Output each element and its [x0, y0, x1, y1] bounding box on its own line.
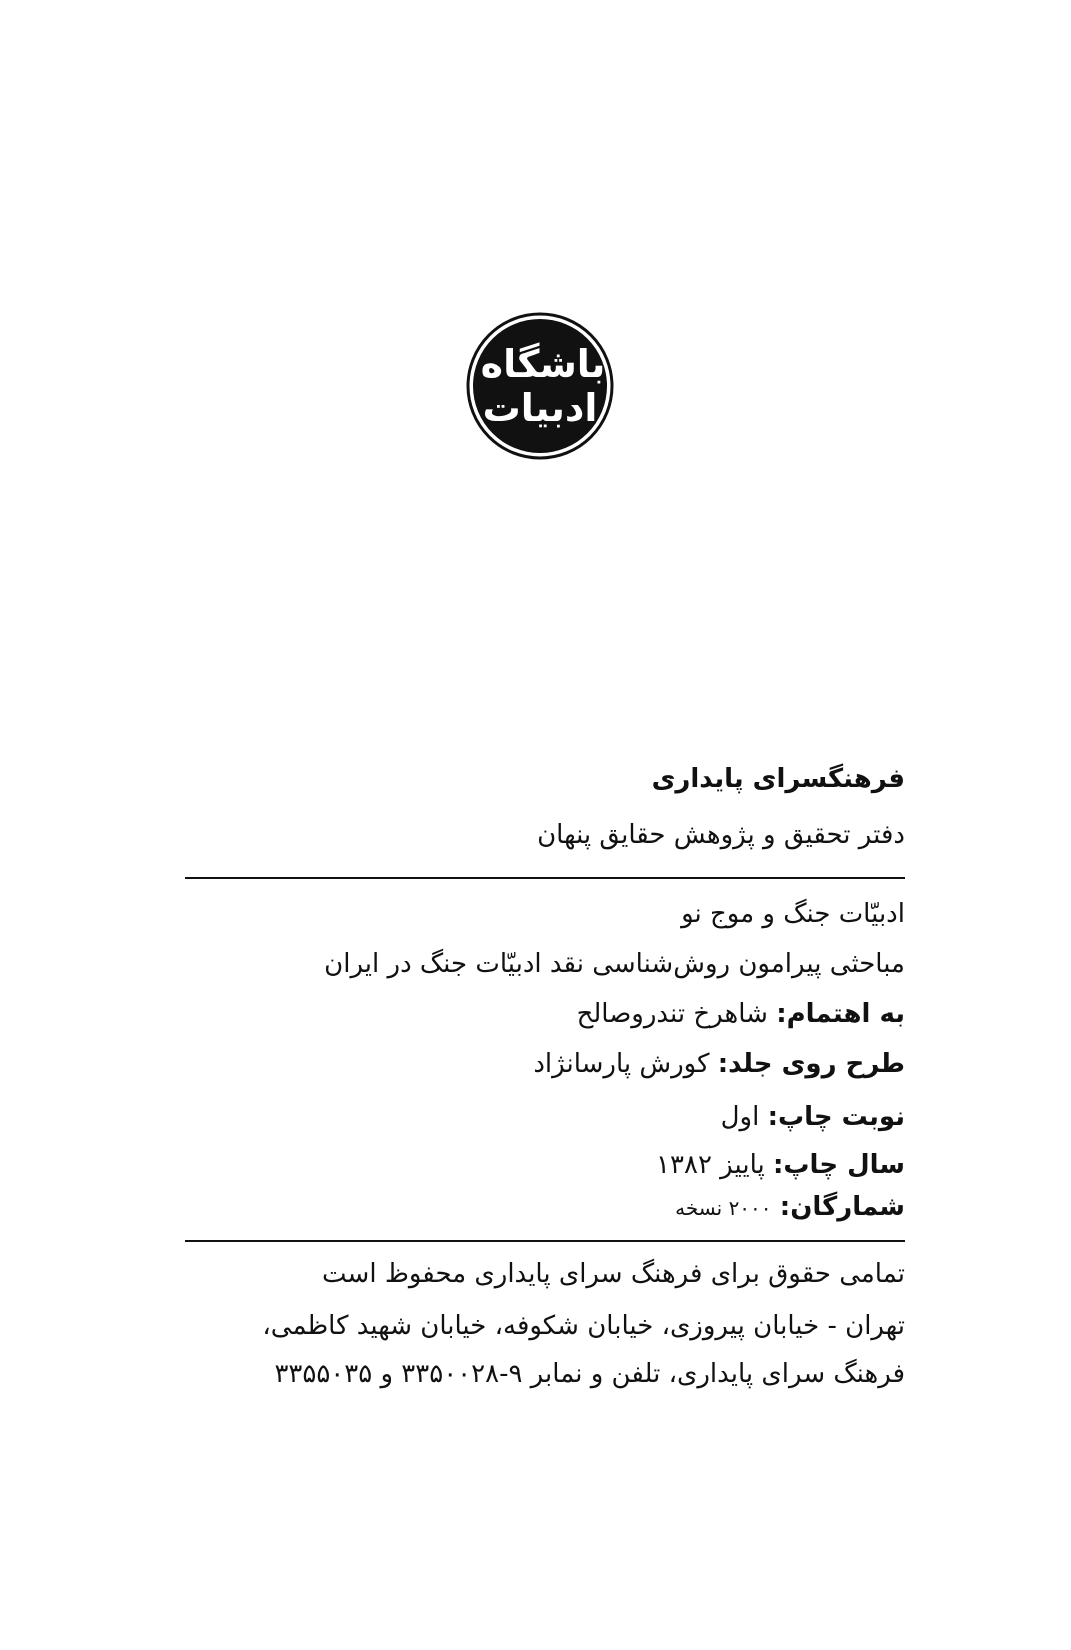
- edition-label: نوبت چاپ:: [767, 1102, 905, 1132]
- address-line-2: فرهنگ سرای پایداری، تلفن و نمابر ۹-۳۳۵۰۰۲۸ و ۳۳۵۵۰۳۵: [274, 1359, 905, 1389]
- editor-value: شاهرخ تندروصالح: [576, 999, 768, 1029]
- year-label: سال چاپ:: [773, 1150, 905, 1180]
- divider-top: [185, 877, 905, 879]
- cover-label: طرح روی جلد:: [717, 1049, 905, 1079]
- logo-line-2: ادبیات: [482, 386, 598, 430]
- publisher-office: دفتر تحقیق و پژوهش حقایق پنهان: [537, 820, 905, 850]
- copies-line: [675, 1190, 905, 1225]
- year-value: پاییز ۱۳۸۲: [656, 1150, 765, 1180]
- book-subtitle: مباحثی پیرامون روش‌شناسی نقد ادبیّات جنگ در ایران: [324, 949, 905, 979]
- book-title: ادبیّات جنگ و موج نو: [681, 899, 905, 929]
- editor-label: به اهتمام:: [776, 999, 905, 1029]
- address-line-1: تهران - خیابان پیروزی، خیابان شکوفه، خیابان شهید کاظمی،: [262, 1311, 905, 1341]
- cover-value: کورش پارسانژاد: [533, 1049, 710, 1079]
- copies-value: ۲۰۰۰ نسخه: [675, 1196, 772, 1220]
- seal-icon: [465, 311, 615, 461]
- logo-seal: [465, 311, 615, 461]
- copies-label: شمارگان:: [779, 1192, 905, 1222]
- logo-line-1: باشگاه: [480, 342, 606, 386]
- cover-line: [533, 1047, 905, 1081]
- rights-line-1: تمامی حقوق برای فرهنگ سرای پایداری محفوظ است: [322, 1259, 905, 1289]
- edition-line: [721, 1100, 905, 1134]
- edition-value: اول: [720, 1102, 760, 1132]
- divider-bottom: [185, 1240, 905, 1242]
- year-line: [656, 1148, 905, 1182]
- publisher-name: فرهنگسرای پایداری: [651, 764, 905, 794]
- editor-line: [577, 997, 905, 1031]
- colophon: [185, 760, 905, 1420]
